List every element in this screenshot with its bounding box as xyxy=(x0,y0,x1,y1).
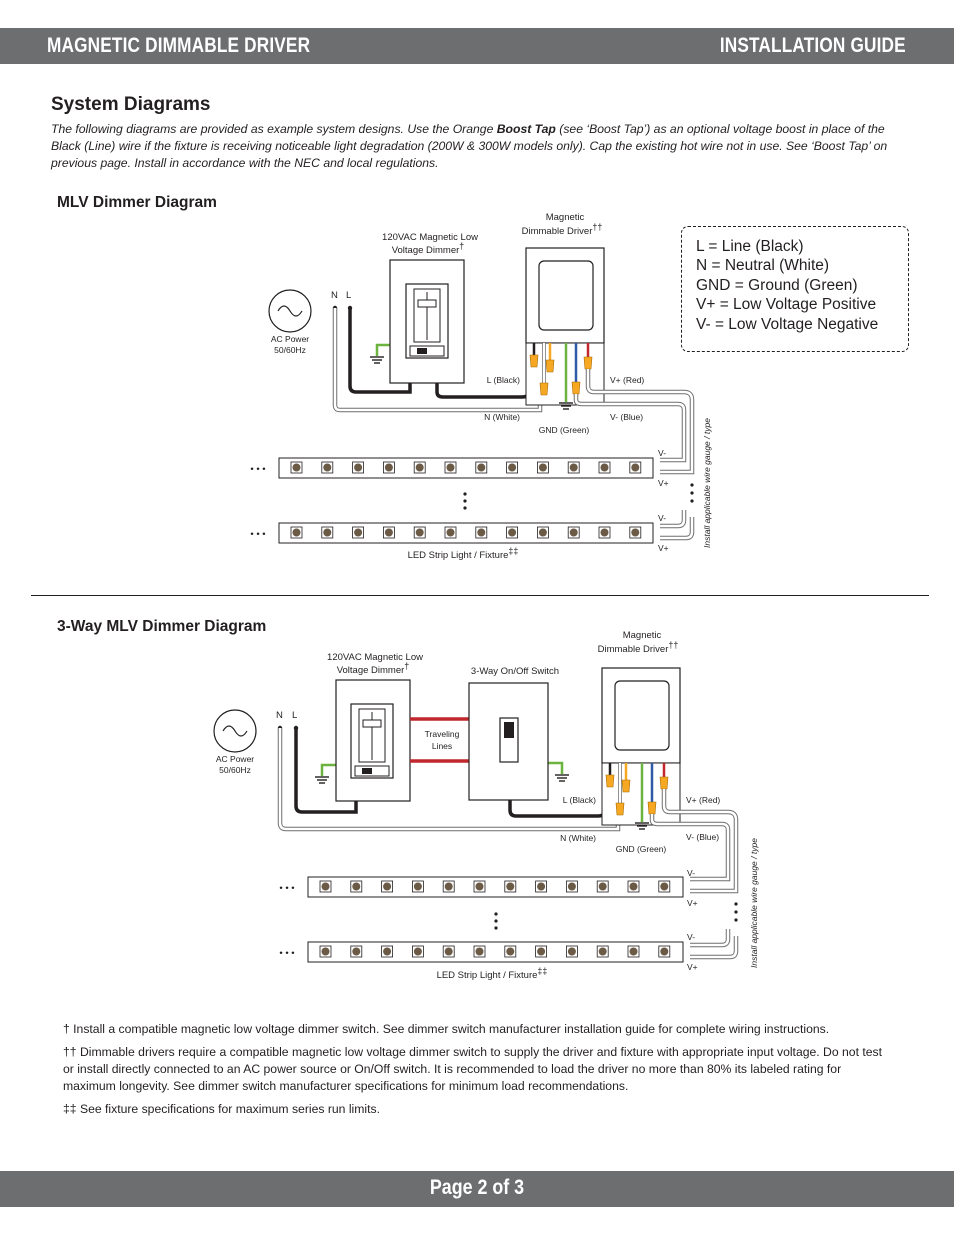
strip2-ellipsis: • • • xyxy=(250,529,266,540)
traveling-lines-label-1: Traveling xyxy=(424,729,460,739)
led-chip-dot xyxy=(568,883,576,891)
led-chip-dot xyxy=(383,948,391,956)
driver-label-text: Dimmable Driver xyxy=(521,226,593,237)
intro-text-before: The following diagrams are provided as example system designs. Use the Orange xyxy=(51,122,497,136)
strip-label-2 xyxy=(437,966,548,981)
led-chip-dot xyxy=(599,948,607,956)
led-chip-dot xyxy=(414,948,422,956)
strip4-ellipsis: • • • xyxy=(279,948,295,959)
led-chip-dot xyxy=(601,529,609,537)
led-chip-dot xyxy=(445,883,453,891)
led-chip-dot xyxy=(293,464,301,472)
gnd-green-label-2: GND (Green) xyxy=(615,844,667,854)
strip-label-text: LED Strip Light / Fixture xyxy=(407,550,509,561)
led-chip-dot xyxy=(599,883,607,891)
legend-ground: GND = Ground (Green) xyxy=(696,277,858,294)
footer-bar xyxy=(0,1171,954,1207)
strip1-vplus-label: V+ xyxy=(658,478,669,488)
n-white-label-2: N (White) xyxy=(560,833,596,843)
three-way-diagram-title: 3-Way MLV Dimmer Diagram xyxy=(57,618,267,635)
strip4-vminus-label: V- xyxy=(687,932,696,942)
mlv-dimmer-diagram xyxy=(0,200,954,570)
n-white-label: N (White) xyxy=(484,412,520,422)
page-number: Page 2 of 3 xyxy=(429,1176,525,1199)
led-chip-dot xyxy=(506,948,514,956)
led-chip-dot xyxy=(570,464,578,472)
driver-label-line2-2 xyxy=(598,640,679,655)
led-chip-dot xyxy=(322,883,330,891)
wire-gauge-note-2: Install applicable wire gauge / type xyxy=(749,838,759,968)
vplus-red-label: V+ (Red) xyxy=(610,375,645,385)
section-divider xyxy=(31,595,929,596)
intro-bold-boost-tap: Boost Tap xyxy=(496,122,556,136)
led-chip-dot xyxy=(630,883,638,891)
led-chip-dot xyxy=(445,948,453,956)
led-chip-dot xyxy=(323,529,331,537)
vminus-blue-label-2: V- (Blue) xyxy=(686,832,720,842)
driver-label-line1: Magnetic xyxy=(545,212,585,223)
led-chip-dot xyxy=(631,464,639,472)
l-black-label-2: L (Black) xyxy=(562,795,596,805)
strip3-vplus-label: V+ xyxy=(687,898,698,908)
magnetic-dimmer-2 xyxy=(336,680,410,801)
led-chip-dot xyxy=(416,464,424,472)
section-title: System Diagrams xyxy=(51,94,211,115)
led-chip-dot xyxy=(354,529,362,537)
magnetic-dimmer xyxy=(390,260,464,383)
traveling-lines-label-2: Lines xyxy=(431,741,453,751)
continuation-dots-icon xyxy=(690,483,693,502)
ground-symbol-icon-2 xyxy=(315,777,329,783)
legend-vminus: V- = Low Voltage Negative xyxy=(696,316,879,333)
strip1-ellipsis: • • • xyxy=(250,464,266,475)
strip3-ellipsis: • • • xyxy=(279,883,295,894)
driver-double-dagger-2: †† xyxy=(668,640,679,650)
footnote-fixture: ‡‡ See fixture specifications for maximum series run limits. xyxy=(63,1102,380,1116)
strip-label xyxy=(408,546,519,561)
strip4-vplus-label: V+ xyxy=(687,962,698,972)
led-chip-dot xyxy=(476,948,484,956)
ac-power-frequency-2: 50/60Hz xyxy=(219,765,251,775)
led-strip-2 xyxy=(279,523,653,543)
driver-double-dagger: †† xyxy=(592,222,603,232)
footnotes xyxy=(63,1021,893,1124)
strip-label-mark: ‡‡ xyxy=(508,546,519,556)
driver-label-text-2: Dimmable Driver xyxy=(597,644,669,655)
footnote-driver: †† Dimmable drivers require a compatible magnetic low voltage dimmer switch to supply the driver and fixture with appropriate input voltage. Do not test or install directly connected to an AC power source or On/Off switch. It is recommended to load the driver no more than 80% its labeled rating for maximum longevity. See dimmer switch manufacturer specifications for minimum load recommendations. xyxy=(63,1045,882,1093)
switch-ground-symbol-icon xyxy=(555,775,569,781)
led-chip-dot xyxy=(508,464,516,472)
led-chip-dot xyxy=(630,948,638,956)
led-chip-dot xyxy=(476,883,484,891)
series-dots-icon-2 xyxy=(494,912,497,929)
l-terminal-label-2: L xyxy=(292,710,298,721)
ac-power-source xyxy=(269,290,311,355)
led-chip-dot xyxy=(660,883,668,891)
led-chip-dot xyxy=(508,529,516,537)
strip-label-text-2: LED Strip Light / Fixture xyxy=(436,970,538,981)
l-black-label: L (Black) xyxy=(486,375,520,385)
series-dots-icon xyxy=(463,492,466,509)
dimmer-dagger: † xyxy=(459,241,465,251)
led-chip-dot xyxy=(477,464,485,472)
driver-label-line1-2: Magnetic xyxy=(622,630,662,641)
led-chip-dot xyxy=(570,529,578,537)
dimmer-ground-wire xyxy=(377,345,390,356)
legend-line: L = Line (Black) xyxy=(696,238,804,255)
led-chip-dot xyxy=(537,948,545,956)
led-chip-dot xyxy=(322,948,330,956)
switch-label: 3-Way On/Off Switch xyxy=(470,666,560,677)
led-strip-4 xyxy=(308,942,683,962)
intro-paragraph xyxy=(51,121,901,172)
mlv-dimmer-diagram-title: MLV Dimmer Diagram xyxy=(57,194,217,211)
ac-power-source-2 xyxy=(214,710,256,775)
gnd-green-label: GND (Green) xyxy=(538,425,590,435)
dimmer-label-line1: 120VAC Magnetic Low xyxy=(382,232,478,243)
dimmer-label-line2-2 xyxy=(337,661,410,676)
led-chip-dot xyxy=(447,464,455,472)
led-chip-dot xyxy=(385,529,393,537)
dimmer-label-line1-2: 120VAC Magnetic Low xyxy=(327,652,423,663)
legend-neutral: N = Neutral (White) xyxy=(696,257,830,274)
legend-vplus: V+ = Low Voltage Positive xyxy=(696,296,877,313)
n-terminal-label-2: N xyxy=(276,710,283,721)
led-chip-dot xyxy=(447,529,455,537)
ac-power-label-2: AC Power xyxy=(215,754,255,764)
n-terminal-label: N xyxy=(331,290,338,301)
driver-label-line2 xyxy=(522,222,603,237)
dimmer-label-text-2: Voltage Dimmer xyxy=(336,665,405,676)
led-chip-dot xyxy=(416,529,424,537)
led-chip-dot xyxy=(631,529,639,537)
ground-symbol-icon xyxy=(370,357,384,363)
led-strip-1 xyxy=(279,458,653,478)
led-chip-dot xyxy=(385,464,393,472)
dimmer-label-text: Voltage Dimmer xyxy=(391,245,460,256)
l-terminal-label: L xyxy=(346,290,352,301)
led-strip-3 xyxy=(308,877,683,897)
strip1-vminus-label: V- xyxy=(658,448,667,458)
continuation-dots-icon-2 xyxy=(734,902,737,921)
three-way-switch xyxy=(469,683,548,800)
led-chip-dot xyxy=(539,529,547,537)
strip2-vplus-label: V+ xyxy=(658,543,669,553)
footnote-dimmer: † Install a compatible magnetic low voltage dimmer switch. See dimmer switch manufacturer installation guide for complete wiring instructions. xyxy=(63,1022,830,1036)
header-bar xyxy=(0,28,954,64)
vplus-red-label-2: V+ (Red) xyxy=(686,795,721,805)
led-chip-dot xyxy=(383,883,391,891)
intro-text-after: (see ‘Boost Tap’) as an optional voltage boost in place of the Black (Line) wire if the fixture is receiving noticeable light degradation (200W & 300W models only). Cap the existing hot wire not in use. See ‘Boost Tap’ on previous page. Install in accordance with the NEC and local regulations. xyxy=(51,122,888,170)
led-chip-dot xyxy=(323,464,331,472)
led-chip-dot xyxy=(537,883,545,891)
led-chip-dot xyxy=(354,464,362,472)
led-chip-dot xyxy=(660,948,668,956)
three-way-dimmer-diagram xyxy=(0,625,954,985)
strip2-vminus-label: V- xyxy=(658,513,667,523)
led-chip-dot xyxy=(293,529,301,537)
wire-gauge-note: Install applicable wire gauge / type xyxy=(702,418,712,548)
ac-power-label: AC Power xyxy=(270,334,310,344)
header-doc-type: INSTALLATION GUIDE xyxy=(720,34,906,57)
led-chip-dot xyxy=(414,883,422,891)
header-product-title: MAGNETIC DIMMABLE DRIVER xyxy=(47,34,311,57)
led-chip-dot xyxy=(506,883,514,891)
led-chip-dot xyxy=(568,948,576,956)
ac-power-frequency: 50/60Hz xyxy=(274,345,306,355)
led-chip-dot xyxy=(601,464,609,472)
led-chip-dot xyxy=(477,529,485,537)
led-chip-dot xyxy=(352,948,360,956)
strip3-vminus-label: V- xyxy=(687,868,696,878)
vminus-blue-label: V- (Blue) xyxy=(610,412,644,422)
led-chip-dot xyxy=(352,883,360,891)
strip-label-mark-2: ‡‡ xyxy=(537,966,548,976)
dimmer-dagger-2: † xyxy=(404,661,410,671)
led-chip-dot xyxy=(539,464,547,472)
dimmer-label-line2 xyxy=(392,241,465,256)
